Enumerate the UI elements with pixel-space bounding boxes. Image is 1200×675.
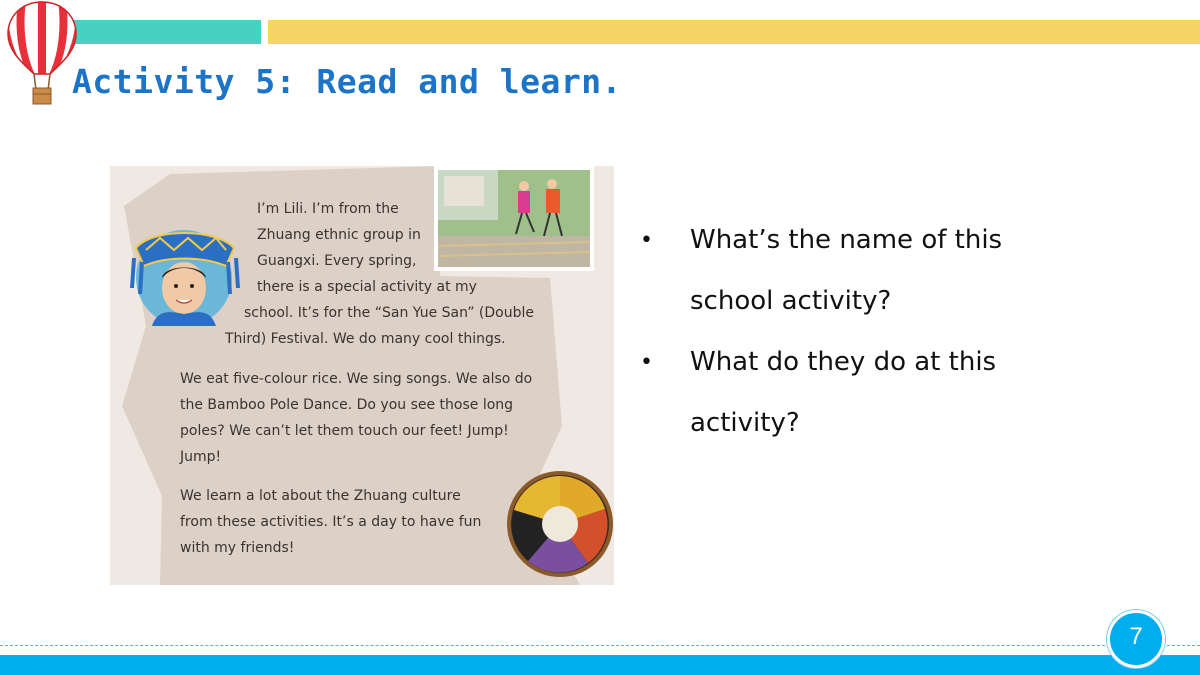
bullet-icon: • bbox=[640, 228, 653, 253]
paragraph1-line-6: Third) Festival. We do many cool things. bbox=[225, 331, 506, 347]
paragraph2-line-3: poles? We can’t let them touch our feet! Jump! bbox=[180, 423, 509, 439]
question-item bbox=[640, 332, 1160, 454]
paragraph3-line-3: with my friends! bbox=[180, 540, 295, 556]
paragraph2-line-1: We eat five-colour rice. We sing songs. We also do bbox=[180, 371, 533, 387]
footer-bar bbox=[0, 655, 1200, 675]
footer-dashed-divider bbox=[0, 645, 1200, 646]
question-item bbox=[640, 210, 1160, 332]
paragraph2-line-4: Jump! bbox=[180, 449, 222, 465]
question-1-line-2: school activity? bbox=[690, 286, 892, 316]
paragraph3-line-2: from these activities. It’s a day to have fun bbox=[180, 514, 482, 530]
paragraph1-line-5: school. It’s for the “San Yue San” (Double bbox=[244, 305, 534, 321]
bullet-icon: • bbox=[640, 350, 653, 375]
paragraph1-line-3: Guangxi. Every spring, bbox=[257, 253, 417, 269]
header-teal-bar bbox=[60, 20, 261, 44]
paragraph3-line-1: We learn a lot about the Zhuang culture bbox=[180, 488, 461, 504]
question-2-line-2: activity? bbox=[690, 408, 800, 438]
paragraph2-line-2: the Bamboo Pole Dance. Do you see those long bbox=[180, 397, 514, 413]
paragraph1-line-2: Zhuang ethnic group in bbox=[257, 227, 421, 243]
slide-title: Activity 5: Read and learn. bbox=[72, 62, 622, 101]
hot-air-balloon-icon bbox=[4, 0, 80, 108]
page-number-badge: 7 bbox=[1107, 610, 1165, 668]
question-1-line-1: What’s the name of this bbox=[690, 225, 1003, 255]
bamboo-dance-photo bbox=[434, 166, 594, 271]
question-list bbox=[640, 210, 1160, 454]
girl-portrait-image bbox=[122, 208, 247, 326]
reading-card bbox=[110, 166, 614, 585]
paragraph1-line-1: I’m Lili. I’m from the bbox=[257, 201, 399, 217]
header-yellow-bar bbox=[268, 20, 1200, 44]
question-2-line-1: What do they do at this bbox=[690, 347, 997, 377]
paragraph1-line-4: there is a special activity at my bbox=[257, 279, 477, 295]
five-colour-rice-image bbox=[506, 470, 614, 578]
